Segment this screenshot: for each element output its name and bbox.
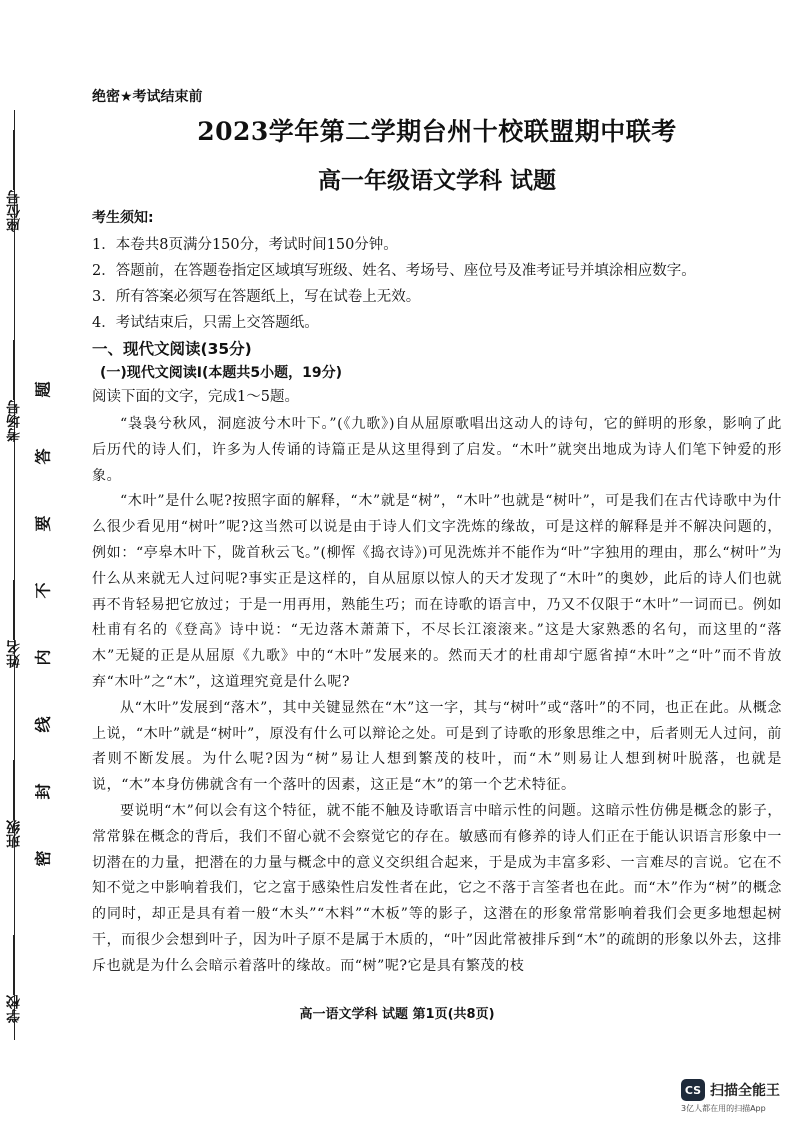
warning-char: 封 [33, 783, 53, 800]
binding-field-class: 班级 [4, 760, 26, 848]
exam-title: 2023学年第二学期台州十校联盟期中联考 [197, 117, 677, 146]
notice-item: 2．答题前，在答题卷指定区域填写班级、姓名、考场号、座位号及准考证号并填涂相应数字。 [92, 263, 696, 279]
secret-label: 绝密★考试结束前 [92, 89, 203, 105]
warning-char: 答 [33, 448, 53, 465]
exam-content [92, 86, 782, 980]
notice-heading: 考生须知: [92, 210, 154, 226]
page-footer: 高一语文学科 试题 第1页(共8页) [299, 1007, 495, 1022]
binding-line [14, 110, 15, 1040]
warning-char: 要 [33, 515, 53, 532]
warning-char: 题 [33, 381, 53, 398]
reading-paragraph: “袅袅兮秋风，洞庭波兮木叶下。”(《九歌》)自从屈原歌唱出这动人的诗句，它的鲜明的形象，影响了此后历代的诗人们，许多为人传诵的诗篇正是从这里得到了启发。“木叶”就突出地成为诗人们笔下钟爱的形象。 [92, 416, 782, 484]
reading-paragraph: 从“木叶”发展到“落木”，其中关键显然在“木”这一字，其与“树叶”或“落叶”的不同，也正在此。从概念上说，“木叶”就是“树叶”，原没有什么可以辩论之处。可是到了诗歌的形象思维之中，后者则无人过问，前者则不断发展。为什么呢?因为“树”易让人想到繁茂的枝叶，而“木”则易让人想到树叶脱落，也就是说，“木”本身仿佛就含有一个落叶的因素，这正是“木”的第一个艺术特征。 [92, 699, 782, 794]
watermark-name: 扫描全能王 [710, 1083, 780, 1099]
warning-char: 密 [33, 850, 53, 867]
notice-item: 3．所有答案必须写在答题纸上，写在试卷上无效。 [92, 289, 421, 305]
warning-char: 内 [33, 649, 53, 666]
reading-instruction: 阅读下面的文字，完成1～5题。 [92, 389, 299, 405]
warning-char: 不 [33, 582, 53, 599]
exam-subtitle: 高一年级语文学科 试题 [317, 167, 556, 194]
reading-paragraph: “木叶”是什么呢?按照字面的解释，“木”就是“树”，“木叶”也就是“树叶”，可是我们在古代诗歌中为什么很少看见用“树叶”呢?这当然可以说是由于诗人们文字洗炼的缘故，可是这样的解释是并不解决问题的，例如：“亭皋木叶下，陇首秋云飞。”(柳恽《捣衣诗》)可见洗炼并不能作为“叶”字独用的理由，那么“树叶”为什么从来就无人过问呢?事实正是这样的，自从屈原以惊人的天才发现了“木叶”的奥妙，此后的诗人们也就再不肯轻易把它放过；于是一用再用，熟能生巧；而在诗歌的语言中，乃又不仅限于“木叶”一词而已。例如杜甫有名的《登高》诗中说：“无边落木萧萧下，不尽长江滚滚来。”这是大家熟悉的名句，而这里的“落木”无疑的正是从屈原《九歌》中的“木叶”发展来的。然而天才的杜甫却宁愿省掉“木叶”之“叶”而不肯放弃“木叶”之“木”，这道理究竟是什么呢? [92, 493, 782, 690]
section-heading: 一、现代文阅读(35分) [92, 340, 252, 358]
binding-field-seat: 座位号 [4, 130, 26, 232]
subsection-heading: (一)现代文阅读Ⅰ(本题共5小题，19分) [100, 365, 343, 381]
camscanner-logo-icon: CS [681, 1079, 705, 1101]
binding-field-school: 学校 [4, 935, 26, 1023]
binding-field-exam-room: 考场号 [4, 340, 26, 442]
binding-warning [33, 378, 53, 870]
reading-paragraph: 要说明“木”何以会有这个特征，就不能不触及诗歌语言中暗示性的问题。这暗示性仿佛是概念的影子，常常躲在概念的背后，我们不留心就不会察觉它的存在。敏感而有修养的诗人们正在于能认识语言形象中一切潜在的力量，把潜在的力量与概念中的意义交织组合起来，于是成为丰富多彩、一言难尽的言说。它在不知不觉之中影响着我们，它之富于感染性启发性者在此，它之不落于言筌者也在此。而“木”作为“树”的概念的同时，却正是具有着一般“木头”“木料”“木板”等的影子，这潜在的形象常常影响着我们会更多地想起树干，而很少会想到叶子，因为叶子原不是属于木质的，“叶”因此常被排斥到“木”的疏朗的形象以外去，这排斥也就是为什么会暗示着落叶的缘故。而“树”呢?它是具有繁茂的枝 [92, 802, 782, 974]
watermark-tagline: 3亿人都在用的扫描App [681, 1104, 766, 1113]
binding-field-name: 姓名 [4, 580, 26, 668]
binding-margin [0, 0, 62, 1123]
scanner-watermark [681, 1079, 780, 1114]
warning-char: 线 [33, 716, 53, 733]
notice-item: 4．考试结束后，只需上交答题纸。 [92, 315, 319, 331]
notice-item: 1．本卷共8页满分150分，考试时间150分钟。 [92, 237, 398, 253]
